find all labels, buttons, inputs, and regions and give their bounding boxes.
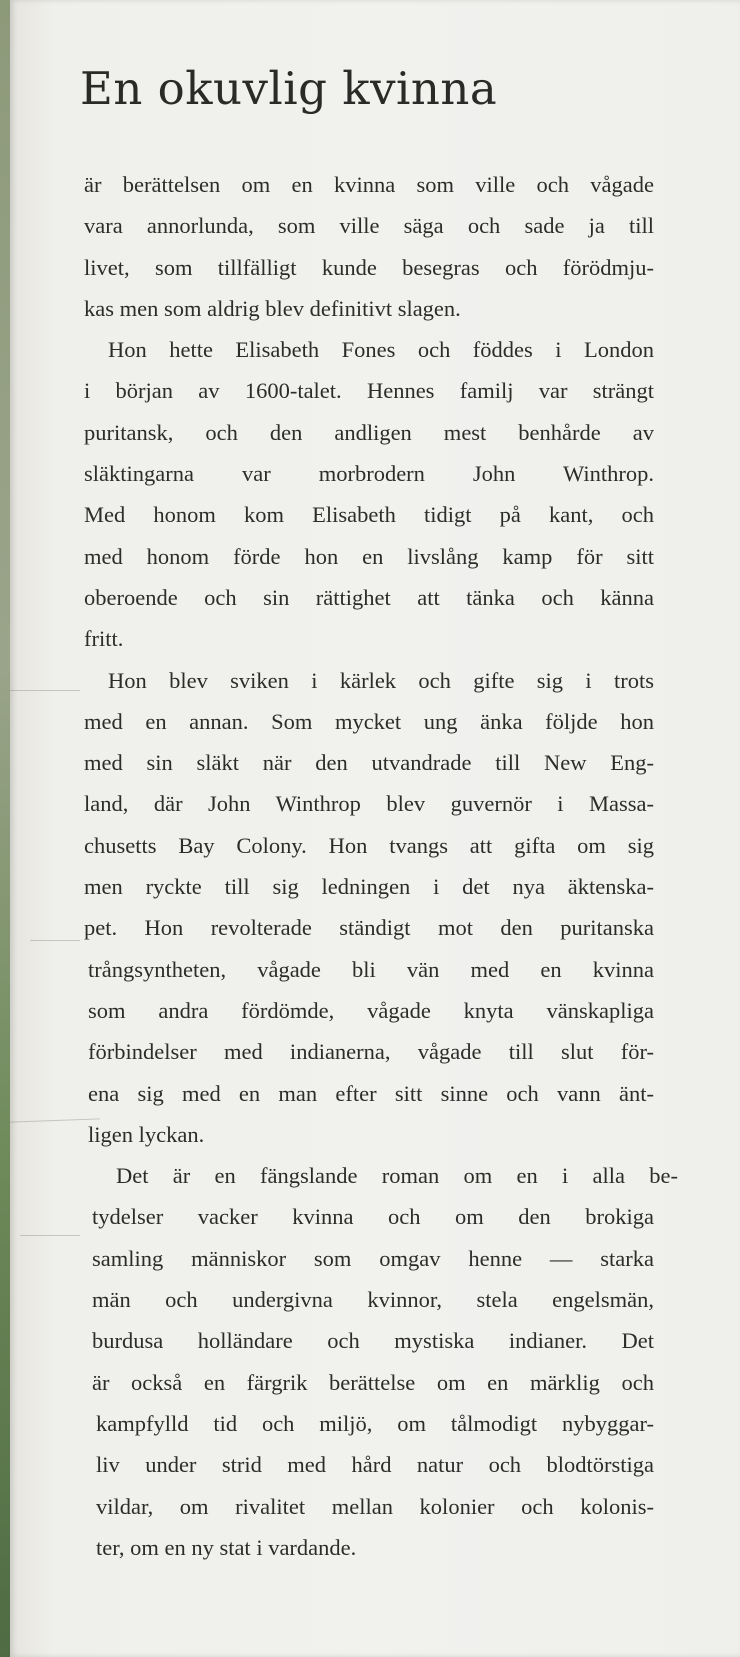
- text-line: Med honom kom Elisabeth tidigt på kant, och: [84, 502, 654, 528]
- text-line: liv under strid med hård natur och blodtörstiga: [96, 1452, 654, 1478]
- text-line: förbindelser med indianerna, vågade till slut för-: [88, 1039, 654, 1065]
- text-line: burdusa holländare och mystiska indianer. Det: [92, 1328, 654, 1354]
- text-line: samling människor som omgav henne — starka: [92, 1245, 654, 1271]
- text-line: pet. Hon revolterade ständigt mot den puritanska: [84, 915, 654, 941]
- page-crease: [30, 940, 80, 941]
- text-line: oberoende och sin rättighet att tänka och känna: [84, 584, 654, 610]
- text-line: med honom förde hon en livslång kamp för sitt: [84, 543, 654, 569]
- text-line: ena sig med en man efter sitt sinne och vann änt-: [88, 1080, 654, 1106]
- text-line: med sin släkt när den utvandrade till New Eng-: [84, 750, 654, 776]
- text-line: släktingarna var morbrodern John Winthrop.: [84, 461, 654, 487]
- text-line: med en annan. Som mycket ung änka följde hon: [84, 708, 654, 734]
- text-line: i början av 1600-talet. Hennes familj var strängt: [84, 378, 654, 404]
- text-line: är berättelsen om en kvinna som ville och vågade: [84, 172, 654, 197]
- text-line: livet, som tillfälligt kunde besegras och förödmju-: [84, 254, 654, 280]
- text-line: Hon blev sviken i kärlek och gifte sig i trots: [108, 667, 654, 693]
- text-line: trångsyntheten, vågade bli vän med en kvinna: [88, 956, 654, 982]
- text-line: Det är en fängslande roman om en i alla be-: [116, 1163, 678, 1189]
- text-line: men ryckte till sig ledningen i det nya äktenska-: [84, 874, 654, 900]
- page-title: En okuvlig kvinna: [80, 62, 498, 115]
- text-line: är också en färgrik berättelse om en märklig och: [92, 1369, 654, 1395]
- page-crease: [20, 1235, 80, 1236]
- text-line: som andra fördömde, vågade knyta vänskapliga: [88, 997, 654, 1023]
- text-line: puritansk, och den andligen mest benhårde av: [84, 419, 654, 445]
- text-line: män och undergivna kvinnor, stela engelsmän,: [92, 1287, 654, 1313]
- text-line: kas men som aldrig blev definitivt slagen.: [84, 295, 461, 321]
- text-line: vildar, om rivalitet mellan kolonier och kolonis-: [96, 1493, 654, 1519]
- blurb-text: [84, 164, 678, 1568]
- page-crease: [10, 690, 80, 691]
- text-line: land, där John Winthrop blev guvernör i Massa-: [84, 791, 654, 817]
- text-line: tydelser vacker kvinna och om den brokiga: [92, 1204, 654, 1230]
- text-line: vara annorlunda, som ville säga och sade ja till: [84, 213, 654, 239]
- text-line: kampfylld tid och miljö, om tålmodigt nybyggar-: [96, 1410, 654, 1436]
- text-line: ter, om en ny stat i vardande.: [96, 1534, 357, 1560]
- text-line: fritt.: [84, 626, 124, 652]
- text-line: chusetts Bay Colony. Hon tvangs att gifta om sig: [84, 832, 654, 858]
- text-line: ligen lyckan.: [88, 1121, 205, 1147]
- text-line: Hon hette Elisabeth Fones och föddes i London: [108, 337, 654, 363]
